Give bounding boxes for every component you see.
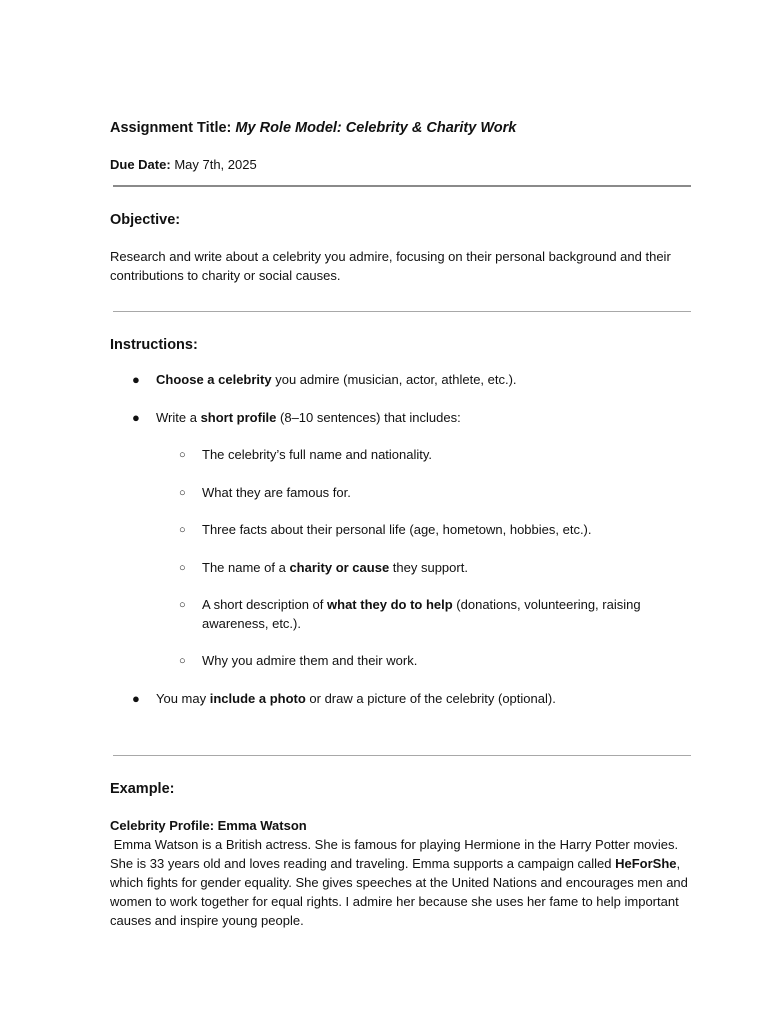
list-item-bold: short profile: [200, 410, 277, 425]
circle-bullet-icon: ○: [179, 655, 186, 667]
list-item: [156, 691, 556, 706]
sub-list-item: What they are famous for.: [202, 485, 351, 500]
circle-bullet-icon: ○: [179, 524, 186, 536]
example-text-line: Emma Watson is a British actress. She is famous for playing Hermione in the Harry Potter movies.: [110, 837, 679, 852]
list-item: [156, 372, 517, 387]
sub-list-item-text: The name of a: [202, 560, 290, 575]
list-item-bold: Choose a celebrity: [156, 372, 272, 387]
sub-list-item: Why you admire them and their work.: [202, 653, 418, 668]
list-item-text: you admire (musician, actor, athlete, etc.).: [271, 372, 517, 387]
example-text: ,: [676, 856, 681, 871]
sub-list-item: Three facts about their personal life (age, hometown, hobbies, etc.).: [202, 522, 592, 537]
due-date-value: May 7th, 2025: [174, 157, 257, 172]
list-item-text: (8–10 sentences) that includes:: [276, 410, 461, 425]
divider: [113, 311, 691, 312]
list-item: [156, 410, 461, 425]
due-date-label: Due Date:: [110, 157, 171, 172]
example-profile-title: Celebrity Profile: Emma Watson: [110, 818, 307, 833]
bullet-icon: ●: [132, 410, 140, 425]
assignment-title-label: Assignment Title:: [110, 120, 232, 136]
sub-list-item-text: A short description of: [202, 597, 328, 612]
sub-list-item: The celebrity’s full name and nationality.: [202, 447, 433, 462]
sub-list-item-text: (donations, volunteering, raising: [452, 597, 641, 612]
sub-list-item: [202, 560, 468, 575]
sub-list-item-text: they support.: [389, 560, 468, 575]
sub-list-item-bold: what they do to help: [327, 597, 453, 612]
assignment-title-value: My Role Model: Celebrity & Charity Work: [235, 120, 517, 136]
objective-heading: Objective:: [110, 212, 181, 228]
example-profile: [110, 816, 710, 930]
example-text-line: which fights for gender equality. She gives speeches at the United Nations and encourages men and: [110, 875, 688, 890]
list-item-text: Write a: [156, 410, 201, 425]
objective-text-line: Research and write about a celebrity you admire, focusing on their personal background and their: [110, 249, 671, 264]
circle-bullet-icon: ○: [179, 449, 186, 461]
circle-bullet-icon: ○: [179, 487, 186, 499]
example-text: She is 33 years old and loves reading and traveling. Emma supports a campaign called: [110, 856, 616, 871]
campaign-name: HeForShe: [615, 856, 677, 871]
objective-text-line: contributions to charity or social causes.: [110, 268, 341, 283]
divider: [113, 755, 691, 756]
example-text-line: women to work together for equal rights. I admire her because she uses her fame to help important: [110, 894, 679, 909]
circle-bullet-icon: ○: [179, 562, 186, 574]
due-date: [110, 157, 257, 172]
circle-bullet-icon: ○: [179, 599, 186, 611]
list-item-text: or draw a picture of the celebrity (optional).: [305, 691, 556, 706]
example-heading: Example:: [110, 781, 175, 797]
example-text-line: causes and inspire young people.: [110, 913, 304, 928]
sub-list-item-bold: charity or cause: [289, 560, 390, 575]
bullet-icon: ●: [132, 372, 140, 387]
list-item-text: You may: [156, 691, 210, 706]
sub-list-item: [202, 597, 641, 612]
assignment-title: [110, 120, 516, 136]
list-item-bold: include a photo: [209, 691, 306, 706]
sub-list-item-continuation: awareness, etc.).: [202, 616, 301, 631]
example-text-line: [110, 854, 710, 873]
objective-text: [110, 247, 710, 285]
bullet-icon: ●: [132, 691, 140, 706]
instructions-heading: Instructions:: [110, 337, 198, 353]
divider: [113, 185, 691, 187]
